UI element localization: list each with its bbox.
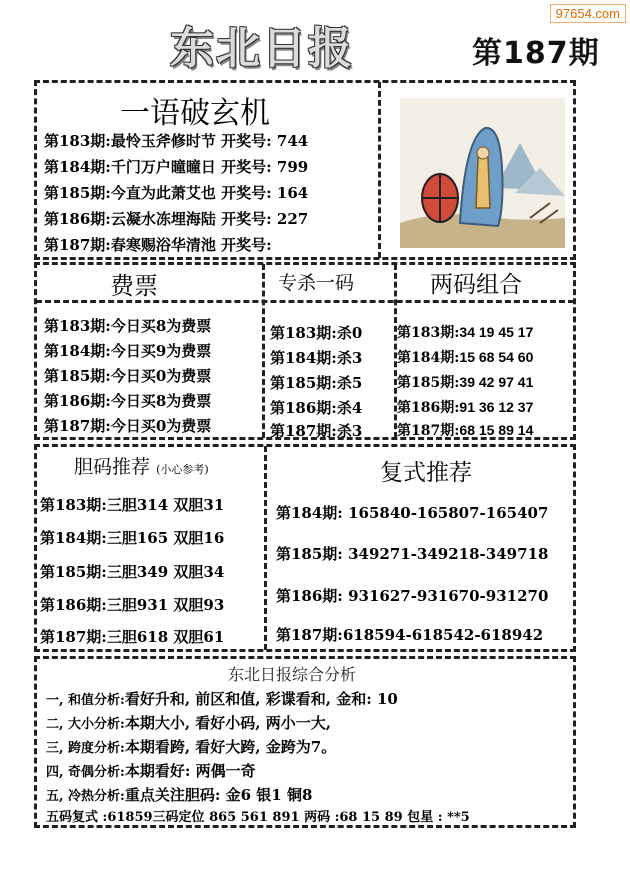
gall-row: 第184期:三胆165 双胆16 — [40, 529, 225, 547]
riddle-row: 第183期:最怜玉斧修时节 开奖号: 744 — [44, 132, 309, 150]
recommend-divider — [264, 446, 267, 650]
pair-row: 第186期:91 36 12 37 — [397, 399, 534, 416]
riddle-row: 第186期:云凝水冻埋海陆 开奖号: 227 — [44, 210, 309, 228]
compound-row: 第184期: 165840-165807-165407 — [276, 504, 549, 522]
riddle-row: 第184期:千门万户曈曈日 开奖号: 799 — [44, 158, 309, 176]
riddle-title: 一语破玄机 — [120, 96, 270, 131]
gall-title: 胆码推荐 (小心参考) — [74, 456, 209, 478]
riddle-row: 第185期:今直为此萧艾也 开奖号: 164 — [44, 184, 309, 202]
compound-row: 第186期: 931627-931670-931270 — [276, 587, 549, 605]
gall-row: 第186期:三胆931 双胆93 — [40, 596, 225, 614]
compound-row: 第187期:618594-618542-618942 — [276, 626, 544, 644]
analysis-row: 五, 冷热分析:重点关注胆码: 金6 银1 铜8 — [46, 786, 313, 804]
kill-row: 第183期:杀0 — [270, 324, 363, 342]
compound-title: 复式推荐 — [380, 460, 472, 486]
illustration-image — [400, 98, 565, 248]
tips-divider-1 — [262, 264, 265, 438]
analysis-row: 一, 和值分析:看好升和, 前区和值, 彩谍看和, 金和: 10 — [46, 690, 398, 708]
masthead-title: 东北日报 — [170, 23, 354, 74]
pair-row: 第187期:68 15 89 14 — [397, 422, 534, 439]
pair-row: 第185期:39 42 97 41 — [397, 374, 534, 391]
analysis-row: 四, 奇偶分析:本期看好: 两偶一奇 — [46, 762, 256, 780]
riddle-row: 第187期:春寒赐浴华清池 开奖号: — [44, 236, 272, 254]
kill-row: 第186期:杀4 — [270, 399, 363, 417]
kill-row: 第187期:杀3 — [270, 422, 363, 440]
gall-row: 第187期:三胆618 双胆61 — [40, 628, 225, 646]
analysis-title: 东北日报综合分析 — [228, 665, 357, 684]
fee-row: 第184期:今日买9为费票 — [44, 342, 212, 360]
site-watermark[interactable]: 97654.com — [550, 4, 626, 23]
issue-number: 第187期 — [472, 36, 600, 71]
compound-row: 第185期: 349271-349218-349718 — [276, 545, 549, 563]
kill-row: 第184期:杀3 — [270, 349, 363, 367]
kill-row: 第185期:杀5 — [270, 374, 363, 392]
analysis-row: 二, 大小分析:本期大小, 看好小码, 两小一大, — [46, 714, 331, 732]
fee-row: 第186期:今日买8为费票 — [44, 392, 212, 410]
fee-row: 第185期:今日买0为费票 — [44, 367, 212, 385]
riddle-divider — [378, 82, 381, 258]
pair-row: 第183期:34 19 45 17 — [397, 324, 534, 341]
pair-title: 两码组合 — [430, 272, 522, 298]
analysis-footer: 五码复式 :61859三码定位 865 561 891 两码 :68 15 89 包星 : **5 — [46, 810, 470, 825]
pair-row: 第184期:15 68 54 60 — [397, 349, 534, 366]
kill-title: 专杀一码 — [278, 272, 355, 294]
fee-row: 第187期:今日买0为费票 — [44, 417, 212, 435]
gall-row: 第183期:三胆314 双胆31 — [40, 496, 225, 514]
fee-title: 费票 — [110, 272, 158, 300]
analysis-row: 三, 跨度分析:本期看跨, 看好大跨, 金跨为7。 — [46, 738, 337, 756]
gall-row: 第185期:三胆349 双胆34 — [40, 563, 225, 581]
fee-row: 第183期:今日买8为费票 — [44, 317, 212, 335]
